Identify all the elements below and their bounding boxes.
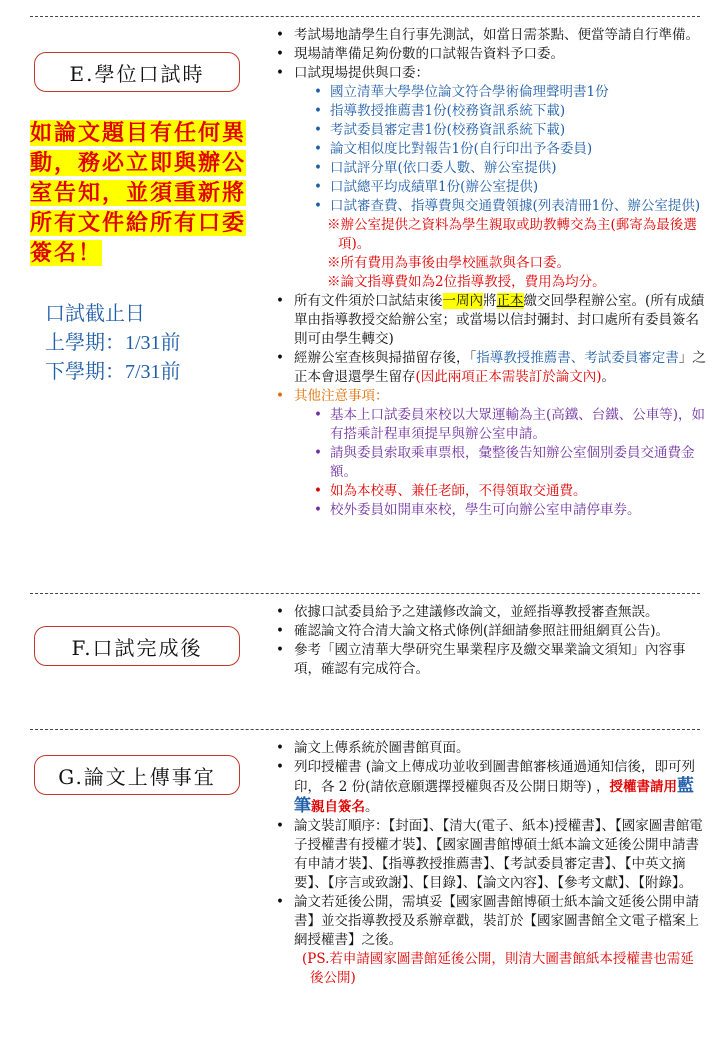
section-f-content bbox=[270, 603, 708, 679]
note: ※辦公室提供之資料為學生親取或助教轉交為主(郵寄為最後選項)。 bbox=[327, 217, 697, 252]
section-e-title: E.學位口試時 bbox=[34, 52, 240, 92]
section-e-content bbox=[270, 26, 708, 520]
signature-instruction: 授權書請用 bbox=[609, 779, 677, 795]
list-item: • 依據口試委員給予之建議修改論文，並經指導教授審查無誤。 bbox=[294, 603, 708, 622]
text: 列印授權書 (論文上傳成功並收到圖書館審核通過通知信後，即可列印，各 2 份(請依意願選擇授權與否及公開日期等) ， bbox=[294, 759, 696, 795]
list-item bbox=[294, 64, 708, 292]
sub-list-item: • 論文相似度比對報告1份(自行印出予各委員) bbox=[330, 140, 708, 159]
sub-list-item: • 如為本校專、兼任老師，不得領取交通費。 bbox=[330, 482, 708, 501]
list-item bbox=[294, 387, 708, 520]
warning-line: 簽名！ bbox=[30, 240, 103, 266]
sub-list-item: • 口試審查費、指導費與交通費領據(列表清冊1份、辦公室提供) bbox=[330, 197, 708, 216]
highlight-original: 正本 bbox=[496, 293, 524, 309]
oral-exam-deadline bbox=[45, 300, 181, 387]
deadline-second-semester: 下學期：7/31前 bbox=[45, 361, 181, 383]
list-item bbox=[294, 349, 708, 387]
other-notes-title: 其他注意事項： bbox=[294, 388, 389, 404]
list-item: • 論文裝訂順序：【封面】、【清大(電子、紙本)授權書】、【國家圖書館電子授權書有授權才裝】、【國家圖書館博碩士紙本論文延後公開申請書有申請才裝】、【指導教授推薦書】、【考試委員審定書】、【中英文摘要】、【序言或致謝】、【目錄】、【論文內容】、【參考文獻】、【附錄】。 bbox=[294, 817, 708, 893]
sub-list-item: • 基本上口試委員來校以大眾運輸為主(高鐵、台鐵、公車等)，如有搭乘計程車須提早與辦公室申請。 bbox=[330, 406, 708, 444]
list-item: • 論文若延後公開，需填妥【國家圖書館博碩士紙本論文延後公開申請書】並交指導教授及系辦章戳，裝訂於【國家圖書館全文電子檔案上網授權書】之後。 bbox=[294, 893, 708, 950]
section-f-title: F.口試完成後 bbox=[34, 626, 240, 666]
deadline-title: 口試截止日 bbox=[45, 303, 145, 325]
section-divider-fg bbox=[30, 729, 700, 730]
sub-list-item: • 考試委員審定書1份(校務資訊系統下載) bbox=[330, 121, 708, 140]
section-divider-ef bbox=[30, 593, 700, 594]
section-g-title: G.論文上傳事宜 bbox=[34, 755, 240, 795]
warning-line: 所有文件給所有口委 bbox=[30, 210, 247, 236]
sub-list-item: • 請與委員索取乘車票根，彙整後告知辦公室個別委員交通費金額。 bbox=[330, 444, 708, 482]
text: 。 bbox=[365, 799, 379, 815]
text: 經辦公室查核與掃描留存後，「 bbox=[294, 350, 477, 366]
warning-line: 室告知，並須重新將 bbox=[30, 180, 247, 206]
sub-list-item: • 校外委員如開車來校，學生可向辦公室申請停車券。 bbox=[330, 501, 708, 520]
signature-instruction-end: 親自簽名 bbox=[311, 799, 365, 815]
document-names: 指導教授推薦書、考試委員審定書 bbox=[476, 350, 679, 366]
change-warning bbox=[30, 118, 255, 268]
blue-pen: 藍筆 bbox=[294, 776, 694, 816]
sub-list-item: • 國立清華大學學位論文符合學術倫理聲明書1份 bbox=[330, 83, 708, 102]
text: 。 bbox=[601, 369, 616, 385]
warning-line: 如論文題目有任何異 bbox=[30, 120, 247, 146]
deadline-first-semester: 上學期：1/31前 bbox=[45, 332, 181, 354]
sub-list-item: • 口試評分單(依口委人數、辦公室提供) bbox=[330, 159, 708, 178]
text: 」之正本會退還學生留存 bbox=[294, 350, 706, 385]
list-item: • 論文上傳系統於圖書館頁面。 bbox=[294, 739, 708, 758]
list-item bbox=[294, 758, 708, 817]
list-item-label: 口試現場提供與口委： bbox=[294, 65, 429, 81]
text: 將 bbox=[483, 293, 497, 309]
note: ※所有費用為事後由學校匯款與各口委。 bbox=[327, 255, 570, 271]
sub-list-item: • 指導教授推薦書1份(校務資訊系統下載) bbox=[330, 102, 708, 121]
list-item: • 現場請準備足夠份數的口試報告資料予口委。 bbox=[294, 45, 708, 64]
list-item: • 參考「國立清華大學研究生畢業程序及繳交畢業論文須知」內容事項，確認有完成符合。 bbox=[294, 641, 708, 679]
ps-note: (PS.若申請國家圖書館延後公開，則清大圖書館紙本授權書也需延後公開) bbox=[302, 951, 694, 986]
sub-list-item: • 口試總平均成績單1份(辦公室提供) bbox=[330, 178, 708, 197]
text: 所有文件須於口試結束後 bbox=[294, 293, 443, 309]
warning-line: 動，務必立即與辦公 bbox=[30, 150, 247, 176]
highlight-one-week: 一周內 bbox=[442, 293, 483, 309]
list-item: • 考試場地請學生自行事先測試，如當日需茶點、便當等請自行準備。 bbox=[294, 26, 708, 45]
list-item: • 確認論文符合清大論文格式條例(詳細請參照註冊組網頁公告)。 bbox=[294, 622, 708, 641]
note: ※論文指導費如為2位指導教授，費用為均分。 bbox=[327, 274, 606, 290]
list-item bbox=[294, 292, 708, 349]
section-divider-top bbox=[30, 16, 700, 17]
binding-note: (因此兩項正本需裝訂於論文內) bbox=[415, 369, 602, 385]
section-g-content bbox=[270, 739, 708, 988]
text: 繳交回學程辦公室。(所有成績單由指導教授交給辦公室；或當場以信封彌封、封口處所有委員簽名則可由學生轉交) bbox=[294, 293, 705, 347]
